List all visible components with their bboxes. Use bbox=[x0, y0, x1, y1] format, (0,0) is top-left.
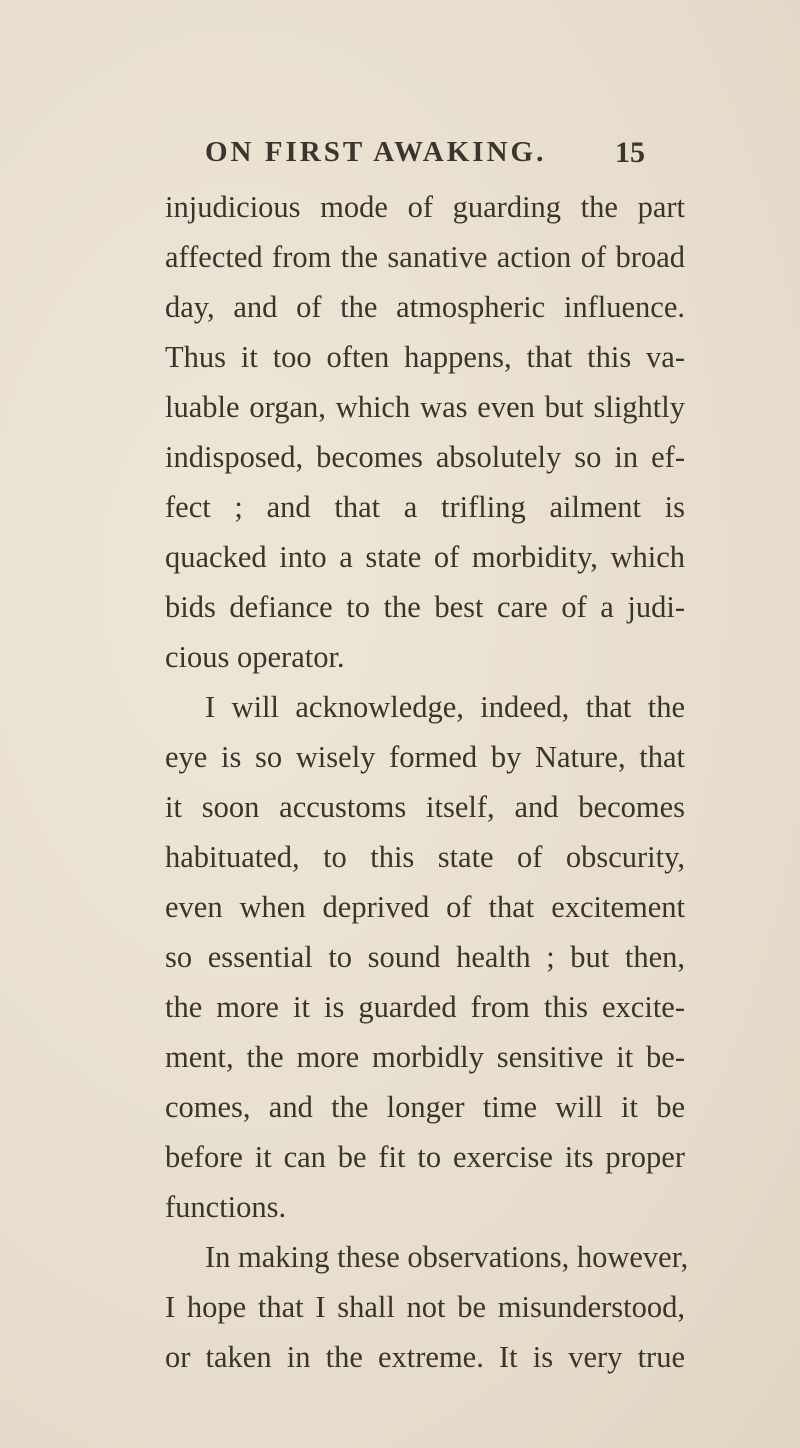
text-line: it soon accustoms itself, and becomes bbox=[165, 790, 685, 824]
text-line: functions. bbox=[165, 1190, 287, 1224]
page-number: 15 bbox=[615, 136, 645, 169]
text-line: I hope that I shall not be misunderstood, bbox=[165, 1290, 685, 1324]
text-line: I will acknowledge, indeed, that the bbox=[205, 690, 685, 724]
text-line: cious operator. bbox=[165, 640, 345, 674]
text-line: habituated, to this state of obscurity, bbox=[165, 840, 685, 874]
text-line: day, and of the atmospheric influence. bbox=[165, 290, 685, 324]
text-line: luable organ, which was even but slightly bbox=[165, 390, 685, 424]
text-line: indisposed, becomes absolutely so in ef- bbox=[165, 440, 685, 474]
text-line: the more it is guarded from this excite- bbox=[165, 990, 685, 1024]
text-line: even when deprived of that excitement bbox=[165, 890, 685, 924]
running-head bbox=[205, 136, 705, 176]
text-line: comes, and the longer time will it be bbox=[165, 1090, 685, 1124]
running-title: ON FIRST AWAKING. bbox=[205, 136, 547, 168]
text-line: fect ; and that a trifling ailment is bbox=[165, 490, 685, 524]
text-line: In making these observations, however, bbox=[205, 1240, 689, 1274]
text-line: Thus it too often happens, that this va- bbox=[165, 340, 685, 374]
text-line: before it can be fit to exercise its proper bbox=[165, 1140, 685, 1174]
text-line: affected from the sanative action of broad bbox=[165, 240, 685, 274]
text-line: so essential to sound health ; but then, bbox=[165, 940, 685, 974]
text-line: bids defiance to the best care of a judi- bbox=[165, 590, 685, 624]
text-line: eye is so wisely formed by Nature, that bbox=[165, 740, 685, 774]
text-line: injudicious mode of guarding the part bbox=[165, 190, 685, 224]
text-line: quacked into a state of morbidity, which bbox=[165, 540, 685, 574]
text-line: or taken in the extreme. It is very true bbox=[165, 1340, 685, 1374]
text-line: ment, the more morbidly sensitive it be- bbox=[165, 1040, 685, 1074]
